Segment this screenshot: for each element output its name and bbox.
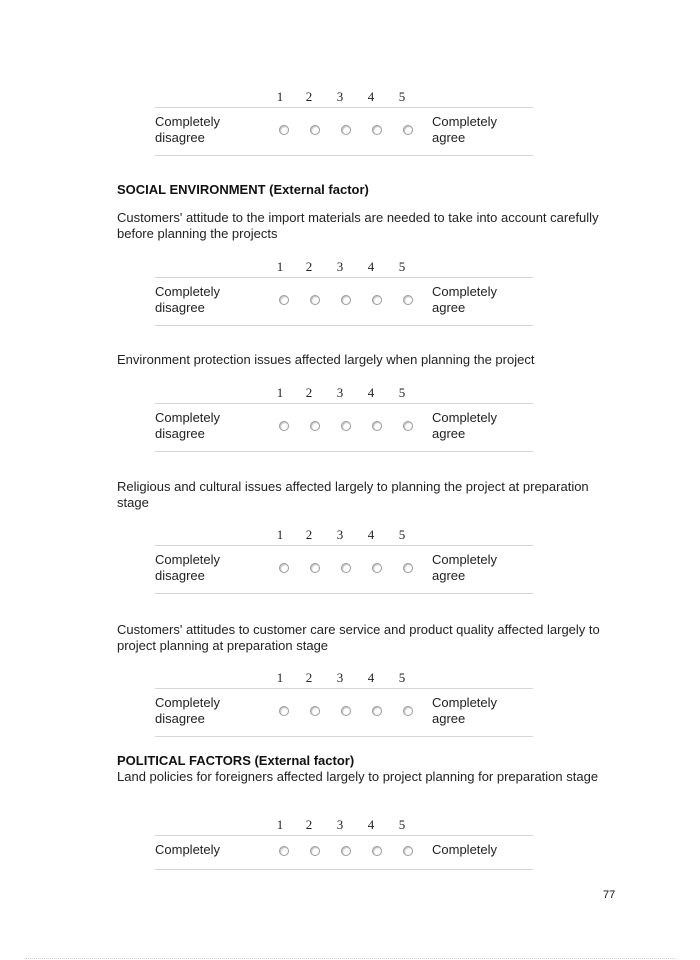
rating-radio-1[interactable] (279, 421, 289, 431)
rating-radio-4[interactable] (372, 706, 382, 716)
scale-number: 1 (276, 385, 284, 400)
scale-number: 1 (276, 817, 284, 832)
scale-number: 5 (398, 259, 406, 274)
rating-radio-5[interactable] (403, 846, 413, 856)
rating-radio-5[interactable] (403, 706, 413, 716)
scale-number: 3 (336, 817, 344, 832)
rating-radio-5[interactable] (403, 295, 413, 305)
scale-number: 5 (398, 817, 406, 832)
scale-left-label: Completely disagree (155, 695, 221, 726)
scale-divider (155, 451, 533, 452)
scale-number: 4 (367, 817, 375, 832)
question-text: Religious and cultural issues affected largely to planning the project at preparation stage (117, 479, 589, 510)
scale-number: 1 (276, 670, 284, 685)
rating-radio-1[interactable] (279, 295, 289, 305)
rating-radio-2[interactable] (310, 706, 320, 716)
scale-divider (155, 325, 533, 326)
rating-radio-1[interactable] (279, 846, 289, 856)
likert-scale (155, 385, 533, 455)
page-bottom-divider (25, 958, 675, 959)
scale-number: 3 (336, 670, 344, 685)
scale-number: 4 (367, 89, 375, 104)
scale-number: 5 (398, 89, 406, 104)
rating-radio-2[interactable] (310, 846, 320, 856)
scale-number: 2 (305, 259, 313, 274)
rating-radio-4[interactable] (372, 563, 382, 573)
scale-number-row (155, 89, 533, 108)
scale-number: 5 (398, 670, 406, 685)
scale-number: 2 (305, 89, 313, 104)
scale-divider (155, 155, 533, 156)
scale-left-label: Completely (155, 842, 221, 857)
rating-radio-5[interactable] (403, 421, 413, 431)
scale-number: 3 (336, 385, 344, 400)
rating-radio-3[interactable] (341, 846, 351, 856)
rating-radio-2[interactable] (310, 125, 320, 135)
scale-number: 4 (367, 385, 375, 400)
rating-radio-3[interactable] (341, 706, 351, 716)
scale-right-label: Completely agree (432, 695, 498, 726)
page-number: 77 (603, 889, 616, 901)
scale-number: 1 (276, 259, 284, 274)
scale-right-label: Completely agree (432, 552, 498, 583)
scale-number: 2 (305, 527, 313, 542)
scale-number-row (155, 817, 533, 836)
scale-number: 1 (276, 527, 284, 542)
scale-number: 3 (336, 259, 344, 274)
likert-scale (155, 89, 533, 159)
scale-divider (155, 593, 533, 594)
scale-number: 5 (398, 527, 406, 542)
scale-right-label: Completely agree (432, 284, 498, 315)
rating-radio-3[interactable] (341, 421, 351, 431)
scale-divider (155, 736, 533, 737)
rating-radio-1[interactable] (279, 125, 289, 135)
scale-number: 2 (305, 385, 313, 400)
scale-number: 2 (305, 817, 313, 832)
scale-left-label: Completely disagree (155, 552, 221, 583)
scale-number: 5 (398, 385, 406, 400)
rating-radio-1[interactable] (279, 706, 289, 716)
scale-number: 1 (276, 89, 284, 104)
scale-right-label: Completely agree (432, 114, 498, 145)
scale-left-label: Completely disagree (155, 410, 221, 441)
scale-right-label: Completely (432, 842, 498, 857)
rating-radio-1[interactable] (279, 563, 289, 573)
scale-number: 3 (336, 527, 344, 542)
rating-radio-2[interactable] (310, 563, 320, 573)
likert-scale (155, 817, 533, 887)
question-text: Environment protection issues affected largely when planning the project (117, 352, 535, 367)
rating-radio-4[interactable] (372, 421, 382, 431)
scale-number: 2 (305, 670, 313, 685)
rating-radio-4[interactable] (372, 295, 382, 305)
scale-number: 4 (367, 670, 375, 685)
question-text: Customers' attitudes to customer care service and product quality affected largely to project planning at preparation stage (117, 622, 600, 653)
likert-scale (155, 527, 533, 597)
rating-radio-2[interactable] (310, 295, 320, 305)
scale-number: 4 (367, 527, 375, 542)
scale-divider (155, 869, 533, 870)
rating-radio-2[interactable] (310, 421, 320, 431)
rating-radio-3[interactable] (341, 563, 351, 573)
rating-radio-3[interactable] (341, 125, 351, 135)
scale-number-row (155, 527, 533, 546)
rating-radio-3[interactable] (341, 295, 351, 305)
section-heading: POLITICAL FACTORS (External factor) (117, 753, 355, 768)
scale-left-label: Completely disagree (155, 284, 221, 315)
rating-radio-5[interactable] (403, 125, 413, 135)
question-text: Customers' attitude to the import materials are needed to take into account carefully before planning the projects (117, 210, 599, 241)
scale-right-label: Completely agree (432, 410, 498, 441)
rating-radio-4[interactable] (372, 846, 382, 856)
scale-number: 3 (336, 89, 344, 104)
likert-scale (155, 259, 533, 329)
rating-radio-5[interactable] (403, 563, 413, 573)
rating-radio-4[interactable] (372, 125, 382, 135)
scale-number-row (155, 670, 533, 689)
likert-scale (155, 670, 533, 740)
scale-number-row (155, 385, 533, 404)
scale-number: 4 (367, 259, 375, 274)
section-heading: SOCIAL ENVIRONMENT (External factor) (117, 182, 369, 197)
scale-left-label: Completely disagree (155, 114, 221, 145)
scale-number-row (155, 259, 533, 278)
question-text: Land policies for foreigners affected largely to project planning for preparation stage (117, 769, 599, 784)
